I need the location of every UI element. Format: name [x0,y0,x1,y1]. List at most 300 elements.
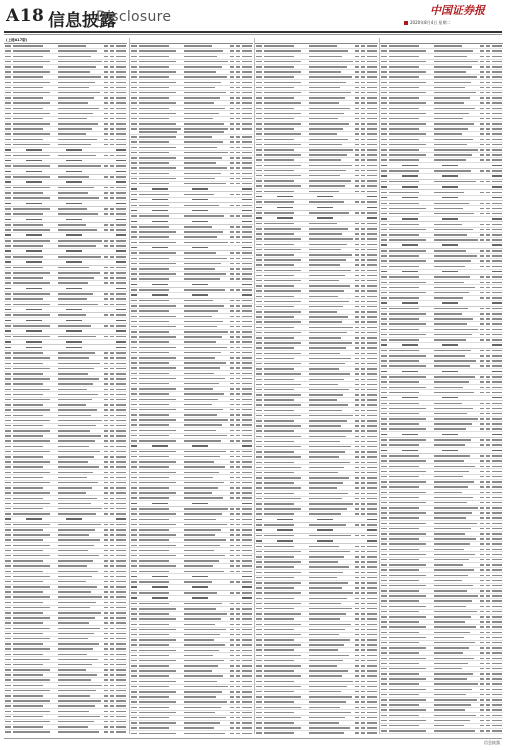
listing-cell [361,675,365,677]
listing-cell [236,456,240,458]
listing-cell [5,155,11,157]
listing-cell [230,273,234,275]
listing-cell [110,208,114,210]
listing-cell [110,50,114,52]
listing-cell [131,383,137,385]
listing-cell [264,244,294,246]
listing-cell [184,305,224,307]
listing-cell [104,607,108,609]
listing-cell [480,181,484,183]
listing-cell [264,311,301,313]
listing-cell [116,596,126,598]
listing-cell [139,113,176,115]
listing-cell [236,404,240,406]
listing-cell [236,316,240,318]
listing-cell [230,123,234,125]
listing-cell [139,167,176,169]
listing-cell [131,707,137,709]
listing-cell [236,565,240,567]
listing-cell [242,92,252,94]
listing-cell [256,655,262,657]
listing-cell [442,271,458,273]
listing-cell [492,683,502,685]
listing-cell [480,673,484,675]
listing-cell [381,408,387,410]
listing-cell [184,712,215,714]
listing-cell [367,363,377,365]
listing-cell [104,176,108,178]
listing-cell [230,61,234,63]
listing-cell [355,254,359,256]
listing-cell [13,560,43,562]
listing-cell [184,226,212,228]
listing-cell [361,264,365,266]
listing-cell [492,720,502,722]
listing-cell [110,187,114,189]
listing-cell [309,285,350,287]
listing-cell [361,701,365,703]
listing-cell [367,249,377,251]
listing-cell [110,451,114,453]
listing-cell [492,466,502,468]
listing-cell [355,316,359,318]
listing-cell [442,175,458,177]
listing-cell [139,378,176,380]
listing-cell [242,508,252,510]
listing-cell [184,691,222,693]
listing-cell [480,318,484,320]
listing-cell [131,492,137,494]
listing-cell [309,561,338,563]
listing-cell [116,352,126,354]
listing-cell [184,409,223,411]
listing-cell [309,61,353,63]
listing-cell [139,430,176,432]
listing-cell [26,330,42,332]
listing-cell [131,336,137,338]
listing-cell [367,379,377,381]
listing-cell [116,97,126,99]
listing-cell [480,276,484,278]
listing-cell [480,611,484,613]
listing-cell [242,477,252,479]
listing-cell [309,50,348,52]
listing-cell [58,293,93,295]
listing-cell [355,342,359,344]
listing-cell [242,157,252,159]
listing-cell [434,585,473,587]
listing-cell [434,595,478,597]
listing-cell [480,403,484,405]
listing-cell [230,513,234,515]
listing-cell [110,368,114,370]
listing-cell [242,629,252,631]
listing-cell [139,555,176,557]
listing-cell [230,263,234,265]
listing-cell [367,644,377,646]
listing-cell [139,136,176,138]
listing-cell [355,270,359,272]
listing-cell [236,258,240,260]
listing-cell [264,373,301,375]
listing-cell [480,297,484,299]
listing-cell [389,350,419,352]
listing-cell [242,644,252,646]
listing-cell [389,720,426,722]
listing-cell [355,670,359,672]
listing-cell [104,482,108,484]
listing-cell [480,255,484,257]
listing-cell [381,381,387,383]
listing-cell [264,691,294,693]
listing-cell [110,394,114,396]
listing-cell [256,598,262,600]
listing-cell [139,691,176,693]
listing-cell [256,686,262,688]
listing-cell [230,367,234,369]
listing-cell [236,66,240,68]
listing-cell [480,250,484,252]
listing-cell [242,712,252,714]
listing-cell [184,430,216,432]
listing-cell [309,624,351,626]
listing-cell [367,389,377,391]
listing-cell [486,730,490,732]
listing-cell [66,341,82,343]
listing-cell [492,292,502,294]
listing-cell [5,430,11,432]
listing-cell [264,264,294,266]
listing-cell [58,430,90,432]
listing-cell [116,711,126,713]
listing-cell [309,244,347,246]
listing-cell [131,603,137,605]
listing-cell [492,118,502,120]
listing-cell [139,629,176,631]
listing-cell [131,534,137,536]
listing-cell [104,529,108,531]
listing-cell [309,587,342,589]
listing-cell [480,517,484,519]
listing-cell [381,626,387,628]
listing-cell [361,45,365,47]
listing-cell [256,670,262,672]
listing-cell [230,300,234,302]
listing-cell [242,102,252,104]
listing-cell [480,329,484,331]
listing-cell [242,178,252,180]
listing-cell [104,404,108,406]
listing-cell [116,513,126,515]
listing-cell [242,482,252,484]
listing-cell [355,655,359,657]
listing-cell [486,255,490,257]
listing-cell [66,518,82,520]
listing-cell [58,513,96,515]
listing-cell [367,566,377,568]
listing-cell [355,368,359,370]
listing-cell [402,244,418,246]
listing-cell [434,234,467,236]
listing-cell [367,655,377,657]
listing-cell [5,731,11,733]
listing-cell [309,665,337,667]
listing-cell [355,394,359,396]
listing-cell [355,249,359,251]
listing-cell [104,368,108,370]
listing-cell [5,399,11,401]
listing-cell [361,613,365,615]
listing-cell [131,560,137,562]
listing-cell [264,655,301,657]
listing-cell [264,92,301,94]
listing-cell [434,481,474,483]
listing-cell [184,675,223,677]
listing-cell [230,618,234,620]
listing-cell [192,221,208,223]
listing-cell [256,415,262,417]
listing-cell [480,652,484,654]
listing-cell [139,513,176,515]
listing-cell [486,282,490,284]
listing-cell [5,435,11,437]
listing-cell [367,498,377,500]
listing-cell [264,290,301,292]
listing-cell [131,362,137,364]
listing-cell [139,347,176,349]
listing-cell [110,192,114,194]
listing-cell [5,446,11,448]
listing-cell [309,546,339,548]
listing-cell [317,540,333,542]
listing-cell [389,528,419,530]
listing-cell [236,167,240,169]
listing-cell [242,565,252,567]
listing-cell [480,476,484,478]
listing-cell [355,264,359,266]
listing-cell [486,318,490,320]
listing-cell [116,571,126,573]
listing-cell [116,128,126,130]
listing-cell [492,450,502,452]
listing-cell [110,731,114,733]
listing-cell [367,717,377,719]
listing-cell [110,133,114,135]
listing-cell [131,445,137,447]
listing-cell [131,399,137,401]
listing-cell [486,590,490,592]
listing-cell [434,365,470,367]
listing-cell [434,413,467,415]
listing-cell [236,644,240,646]
listing-cell [236,472,240,474]
listing-cell [230,305,234,307]
listing-cell [361,342,365,344]
listing-cell [242,603,252,605]
listing-cell [480,626,484,628]
listing-cell [309,185,345,187]
listing-cell [367,425,377,427]
listing-cell [110,123,114,125]
listing-cell [434,224,462,226]
listing-cell [492,276,502,278]
listing-cell [367,217,377,219]
listing-cell [116,628,126,630]
listing-cell [116,71,126,73]
listing-cell [13,430,50,432]
listing-cell [389,113,426,115]
listing-cell [230,388,234,390]
listing-cell [5,669,11,671]
listing-cell [131,555,137,557]
listing-cell [355,415,359,417]
listing-cell [434,632,470,634]
listing-cell [13,165,50,167]
listing-cell [361,228,365,230]
listing-cell [264,175,301,177]
listing-cell [256,566,262,568]
listing-cell [256,123,262,125]
listing-cell [139,399,176,401]
listing-cell [256,696,262,698]
listing-cell [5,550,11,552]
listing-cell [58,314,86,316]
listing-cell [230,113,234,115]
listing-cell [5,347,11,349]
listing-cell [58,545,94,547]
listing-cell [236,268,240,270]
listing-cell [104,643,108,645]
listing-cell [492,82,502,84]
listing-cell [139,482,176,484]
listing-cell [139,497,169,499]
listing-cell [309,223,337,225]
listing-cell [116,92,126,94]
listing-cell [264,430,294,432]
listing-cell [58,700,101,702]
listing-cell [139,404,169,406]
listing-cell [13,383,43,385]
listing-cell [361,87,365,89]
listing-cell [104,565,108,567]
listing-cell [58,466,99,468]
listing-cell [480,471,484,473]
listing-cell [242,226,252,228]
listing-cell [13,456,43,458]
listing-cell [355,123,359,125]
listing-cell [242,571,252,573]
listing-cell [236,128,240,130]
listing-cell [131,113,137,115]
listing-cell [361,634,365,636]
listing-cell [236,336,240,338]
listing-cell [5,192,11,194]
listing-cell [192,597,208,599]
listing-cell [361,321,365,323]
listing-cell [110,272,114,274]
listing-cell [13,123,50,125]
listing-cell [242,152,252,154]
listing-cell [104,272,108,274]
listing-cell [13,690,50,692]
listing-cell [13,726,43,728]
listing-cell [480,413,484,415]
listing-cell [236,305,240,307]
listing-cell [492,181,502,183]
listing-cell [381,113,387,115]
listing-cell [5,565,11,567]
listing-cell [486,507,490,509]
listing-cell [104,373,108,375]
listing-cell [367,529,377,531]
listing-cell [355,639,359,641]
listing-cell [492,149,502,151]
listing-cell [230,424,234,426]
listing-cell [264,487,301,489]
listing-cell [5,113,11,115]
listing-cell [256,592,262,594]
listing-cell [131,76,137,78]
listing-cell [110,425,114,427]
listing-cell [486,87,490,89]
listing-cell [116,472,126,474]
listing-cell [361,384,365,386]
listing-cell [230,414,234,416]
listing-cell [58,176,89,178]
listing-cell [184,300,213,302]
listing-cell [361,546,365,548]
listing-cell [389,128,419,130]
listing-cell [367,332,377,334]
listing-cell [381,250,387,252]
listing-cell [5,373,11,375]
listing-cell [389,308,419,310]
listing-cell [367,180,377,182]
listing-cell [256,389,262,391]
listing-cell [486,497,490,499]
listing-cell [264,524,294,526]
listing-cell [434,704,471,706]
listing-cell [230,686,234,688]
listing-cell [184,147,217,149]
listing-cell [230,393,234,395]
listing-cell [230,665,234,667]
listing-cell [58,267,89,269]
listing-cell [139,71,176,73]
listing-cell [381,715,387,717]
listing-cell [367,420,377,422]
listing-cell [480,203,484,205]
listing-cell [104,293,108,295]
listing-cell [367,45,377,47]
listing-cell [480,66,484,68]
listing-cell [264,425,301,427]
listing-cell [184,87,215,89]
listing-cell [367,61,377,63]
listing-cell [381,387,387,389]
listing-cell [236,524,240,526]
listing-cell [13,113,50,115]
column-4 [379,38,503,734]
listing-cell [381,397,387,399]
listing-cell [131,294,137,296]
listing-cell [139,305,176,307]
listing-cell [309,394,343,396]
listing-cell [58,425,96,427]
listing-cell [5,654,11,656]
listing-cell [361,82,365,84]
listing-cell [139,634,169,636]
